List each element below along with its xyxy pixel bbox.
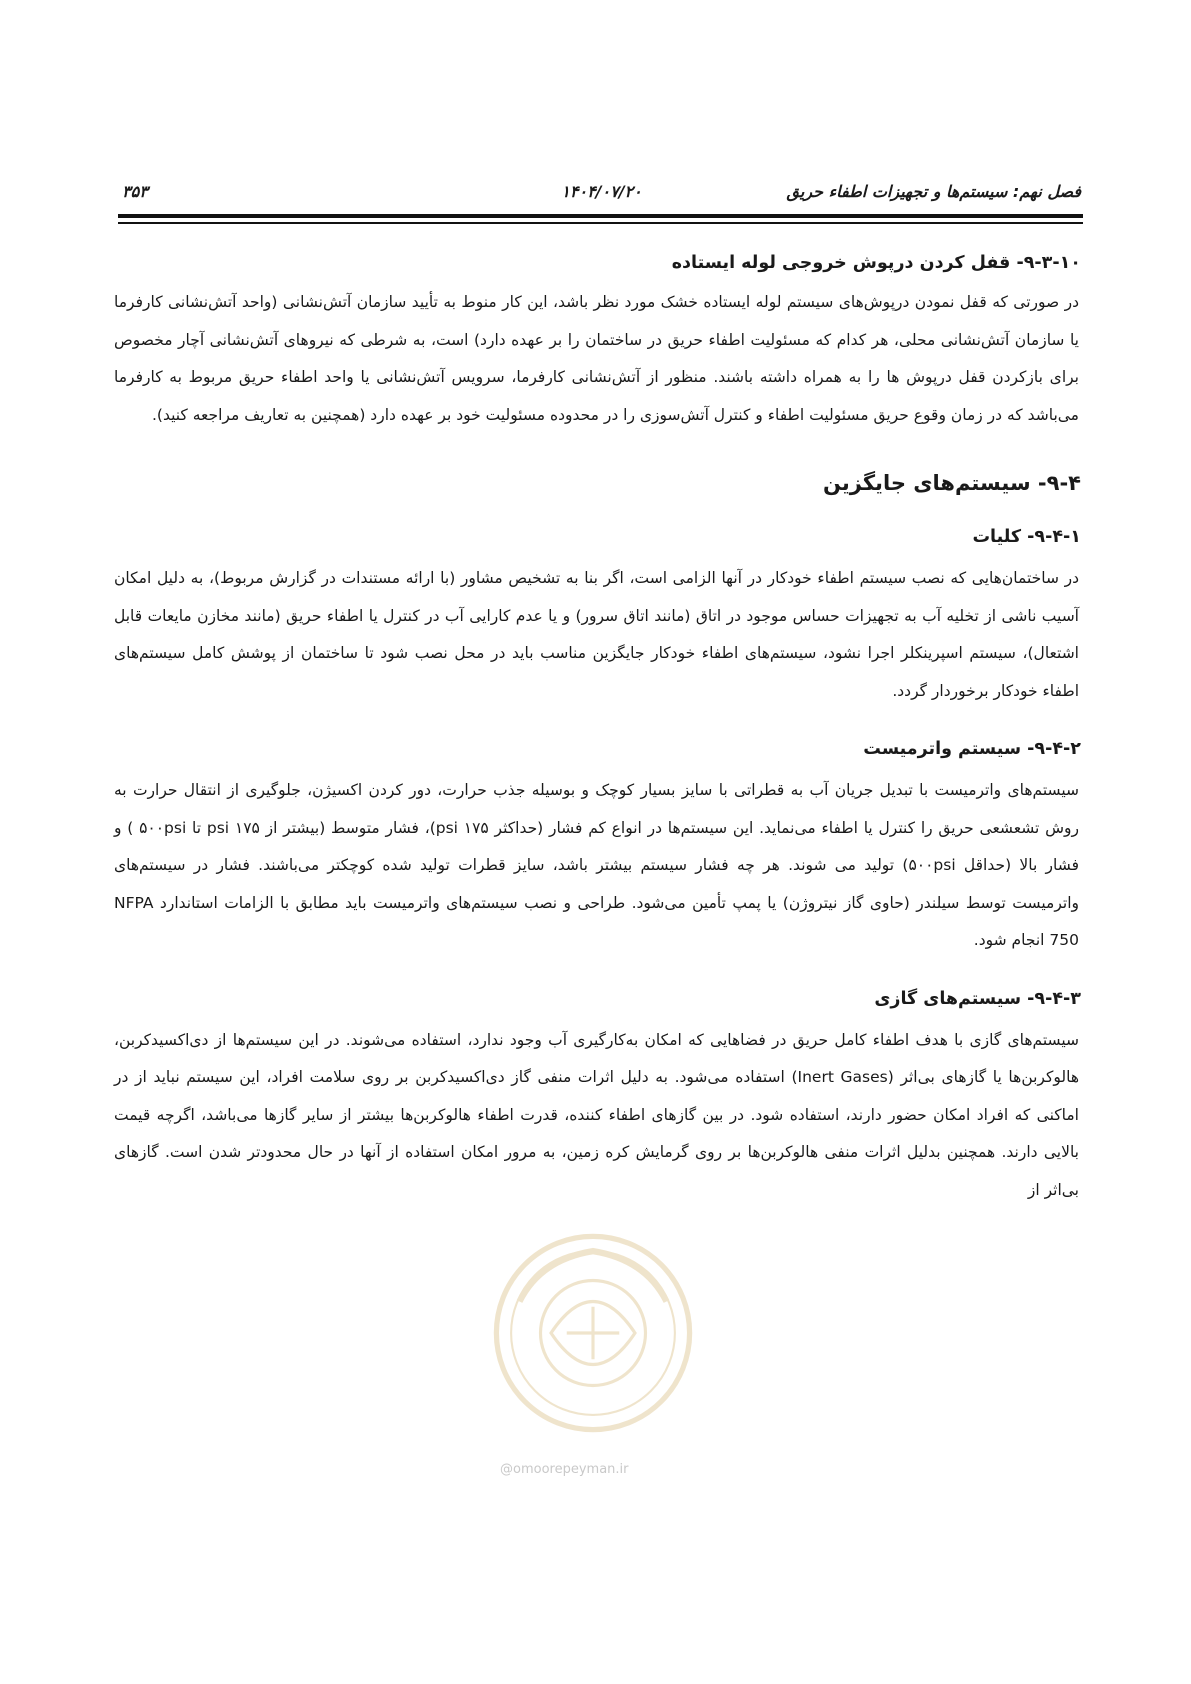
section-title-alternative-systems: ۹-۴- سیستم‌های جایگزین: [823, 471, 1081, 495]
paragraph-water-mist: سیستم‌های واترمیست با تبدیل جریان آب به قطراتی با سایز بسیار کوچک و بوسیله جذب حرارت، دور کردن اکسیژن، جلوگیری از انتقال حرارت به روش تشعشعی حریق را کنترل یا اطفاء می‌نماید. این سیستم‌ها در انواع کم فشار (حداکثر ۱۷۵ psi)، فشار متوسط (بیشتر از ۱۷۵ psi تا ۵۰۰psi ) و فشار بالا (حداقل ۵۰۰psi) تولید می شوند. هر چه فشار سیستم بیشتر باشد، سایز قطرات تولید شده کوچکتر می‌باشند. فشار در سیستم‌های واترمیست توسط سیلندر (حاوی گاز نیتروژن) یا پمپ تأمین می‌شود. طراحی و نصب سیستم‌های واترمیست باید مطابق با الزامات استاندارد NFPA 750 انجام شود.: [114, 781, 1080, 949]
paragraph-gas-systems: سیستم‌های گازی با هدف اطفاء کامل حریق در فضاهایی که امکان به‌کارگیری آب وجود ندارد، استفاده می‌شوند. در این سیستم‌ها از دی‌اکسیدکربن، هالوکربن‌ها یا گازهای بی‌اثر (Inert Gases) استفاده می‌شود. به دلیل اثرات منفی گاز دی‌اکسیدکربن بر روی سلامت افراد، این سیستم نباید از در اماکنی که افراد امکان حضور دارند، استفاده شود. در بین گازهای اطفاء کننده، قدرت اطفاء هالوکربن‌ها بیشتر از سایر گازها می‌باشد، اگرچه قیمت بالایی دارند. همچنین بدلیل اثرات منفی هالوکربن‌ها بر روی گرمایش کره زمین، به مرور امکان استفاده از آنها در حال محدودتر شدن است. گازهای بی‌اثر از: [114, 1030, 1079, 1199]
header-date: ۱۴۰۴/۰۷/۲۰: [561, 182, 642, 201]
header-rule-thick: [118, 214, 1083, 218]
section-title-general: ۹-۴-۱- کلیات: [972, 527, 1081, 547]
paragraph-general: در ساختمان‌هایی که نصب سیستم اطفاء خودکار در آنها الزامی است، اگر بنا به تشخیص مشاور (با ارائه مستندات در گزارش مربوط)، به دلیل امکان آسیب ناشی از تخلیه آب به تجهیزات حساس موجود در اتاق (مانند اتاق سرور) و یا عدم کارایی آب در کنترل یا اطفاء حریق (مانند مخازن مایعات قابل اشتعال)، سیستم اسپرینکلر اجرا نشود، سیستم‌های اطفاء خودکار جایگزین مناسب باید در محل نصب شود تا ساختمان از پوشش کامل سیستم‌های اطفاء خودکار برخوردار گردد.: [114, 569, 1079, 700]
section-title-gas-systems: ۹-۴-۳- سیستم‌های گازی: [874, 988, 1081, 1009]
page-body: [114, 250, 1081, 1209]
page-number: ۳۵۳: [122, 182, 148, 201]
paragraph-standpipe-cap-lock: در صورتی که قفل نمودن درپوش‌های سیستم لوله ایستاده خشک مورد نظر باشد، این کار منوط به تأیید سازمان آتش‌نشانی (واحد آتش‌نشانی کارفرما یا سازمان آتش‌نشانی محلی، هر کدام که مسئولیت اطفاء حریق در ساختمان را بر عهده دارد) است، به شرطی که نیروهای آتش‌نشانی آچار مخصوص برای بازکردن قفل درپوش ها را به همراه داشته باشند. منظور از آتش‌نشانی کارفرما، سرویس آتش‌نشانی یا واحد اطفاء حریق مربوط به کارفرما می‌باشد که در زمان وقوع حریق مسئولیت اطفاء و کنترل آتش‌سوزی را در محدوده مسئولیت خود بر عهده دارد (همچنین به تعاریف مراجعه کنید).: [114, 293, 1079, 424]
chapter-title: فصل نهم: سیستم‌ها و تجهیزات اطفاء حریق: [786, 182, 1081, 201]
page-header: [122, 182, 1081, 212]
watermark-url: @omoorepeyman.ir: [500, 1462, 629, 1477]
section-title-standpipe-cap-lock: ۹-۳-۱۰- قفل کردن درپوش خروجی لوله ایستاده: [671, 253, 1081, 273]
section-title-water-mist: ۹-۴-۲- سیستم واترمیست: [863, 739, 1081, 759]
watermark-logo-seal: [488, 1228, 698, 1438]
header-rule-thin: [118, 222, 1083, 224]
